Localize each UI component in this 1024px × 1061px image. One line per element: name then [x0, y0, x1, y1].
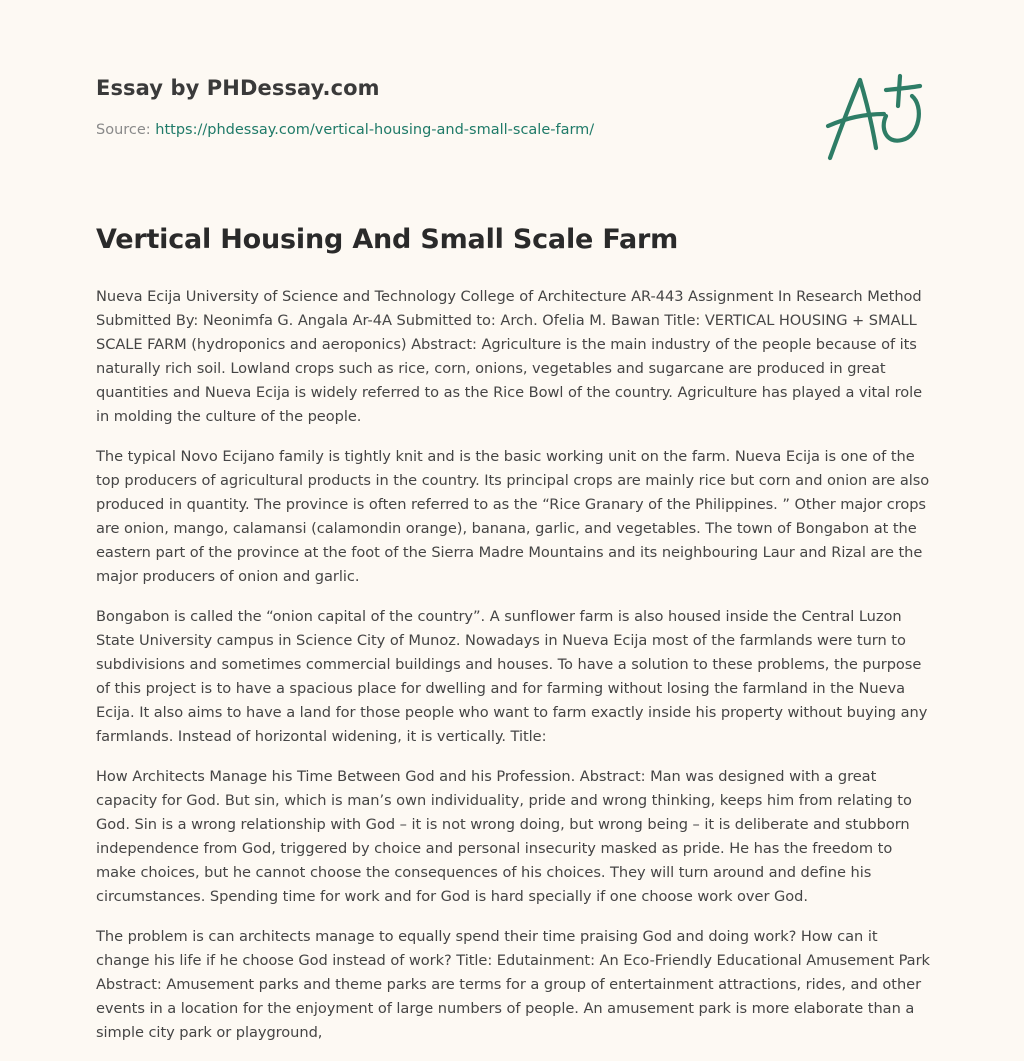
site-title: Essay by PHDessay.com — [96, 76, 380, 100]
a-plus-logo-icon — [820, 66, 930, 166]
essay-title: Vertical Housing And Small Scale Farm — [96, 224, 679, 255]
page-header — [96, 76, 796, 138]
essay-paragraph: How Architects Manage his Time Between God and his Profession. Abstract: Man was designed with a great capacity for God. But sin, which is man’s own individuality, pride and wrong thinking, keeps him from relating to God. Sin is a wrong relationship with God – it is not wrong doing, but wrong being – it is deliberate and stubborn independence from God, triggered by choice and personal insecurity masked as pride. He has the freedom to make choices, but he cannot choose the consequences of his choices. They will turn around and define his circumstances. Spending time for work and for God is hard specially if one choose work over God. — [96, 768, 912, 905]
source-link[interactable]: https://phdessay.com/vertical-housing-and-small-scale-farm/ — [155, 122, 595, 138]
essay-paragraph: The typical Novo Ecijano family is tightly knit and is the basic working unit on the farm. Nueva Ecija is one of the top producers of agricultural products in the country. Its principal crops are mainly rice but corn and onion are also produced in quantity. The province is often referred to as the “Rice Granary of the Philippines. ” Other major crops are onion, mango, calamansi (calamondin orange), banana, garlic, and vegetables. The town of Bongabon at the eastern part of the province at the foot of the Sierra Madre Mountains and its neighbouring Laur and Rizal are the major producers of onion and garlic. — [96, 448, 930, 585]
source-label: Source: — [96, 122, 151, 138]
source-line — [96, 122, 796, 138]
essay-body — [96, 285, 930, 1061]
essay-paragraph: Nueva Ecija University of Science and Technology College of Architecture AR-443 Assignment In Research Method Submitted By: Neonimfa G. Angala Ar-4A Submitted to: Arch. Ofelia M. Bawan Title: VERTICAL HOUSING + SMALL SCALE FARM (hydroponics and aeroponics) Abstract: Agriculture is the main industry of the people because of its naturally rich soil. Lowland crops such as rice, corn, onions, vegetables and sugarcane are produced in great quantities and Nueva Ecija is widely referred to as the Rice Bowl of the country. Agriculture has played a vital role in molding the culture of the people. — [96, 288, 923, 425]
essay-paragraph: Bongabon is called the “onion capital of the country”. A sunflower farm is also housed inside the Central Luzon State University campus in Science City of Munoz. Nowadays in Nueva Ecija most of the farmlands were turn to subdivisions and sometimes commercial buildings and houses. To have a solution to these problems, the purpose of this project is to have a spacious place for dwelling and for farming without losing the farmland in the Nueva Ecija. It also aims to have a land for those people who want to farm exactly inside his property without buying any farmlands. Instead of horizontal widening, it is vertically. Title: — [96, 608, 928, 745]
essay-paragraph: The problem is can architects manage to equally spend their time praising God and doing work? How can it change his life if he choose God instead of work? Title: Edutainment: An Eco-Friendly Educational Amusement Park Abstract: Amusement parks and theme parks are terms for a group of entertainment attractions, rides, and other events in a location for the enjoyment of large numbers of people. An amusement park is more elaborate than a simple city park or playground, — [96, 928, 930, 1041]
